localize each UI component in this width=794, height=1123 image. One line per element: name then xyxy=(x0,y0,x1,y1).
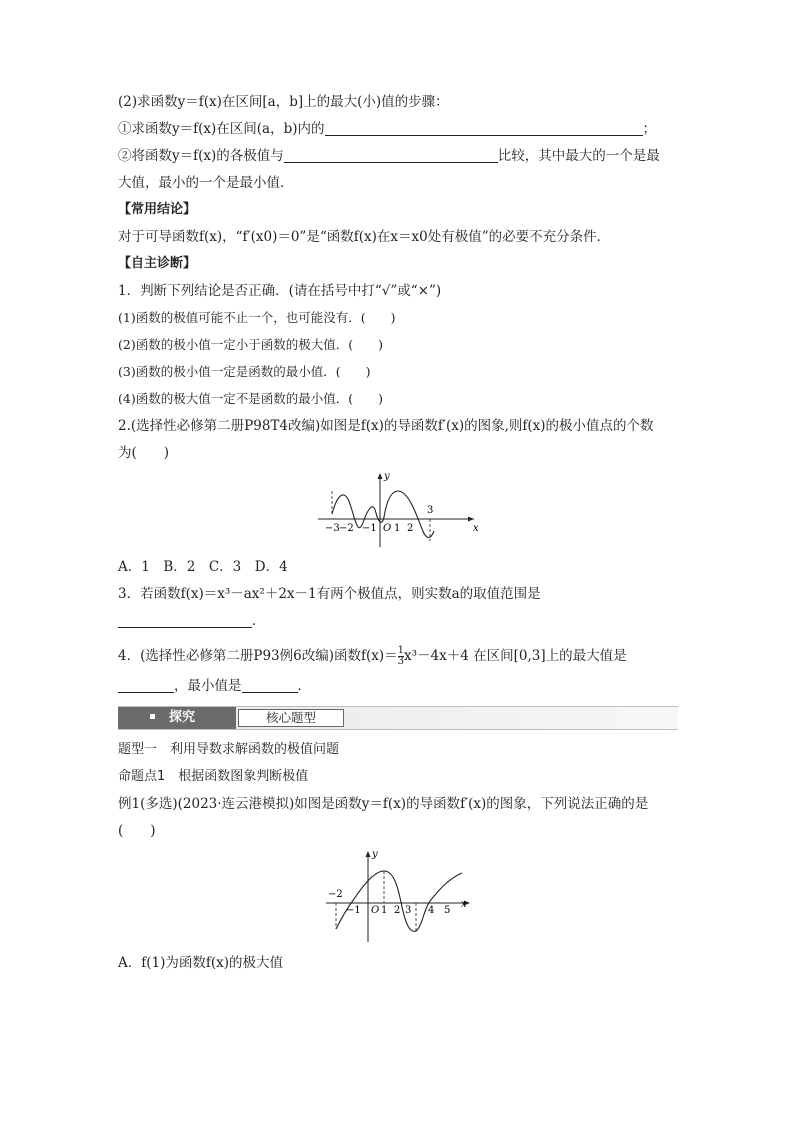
topic-point: 命题点1 根据函数图象判断极值 xyxy=(118,769,309,784)
x-axis-arrow xyxy=(468,517,474,522)
section-banner xyxy=(118,706,678,730)
derivative-graph-2 xyxy=(118,847,678,947)
derivative-curve xyxy=(336,871,462,931)
tick-label: −1 xyxy=(346,905,361,916)
common-conclusion-text: 对于可导函数f(x)，“f′(x0)＝0”是“函数f(x)在x＝x0处有极值”的必要不充分条件． xyxy=(118,229,611,245)
answer-blank[interactable] xyxy=(325,120,643,136)
step-2-continued: 大值，最小的一个是最小值． xyxy=(118,175,294,191)
max-min-steps-intro: (2)求函数y＝f(x)在区间[a，b]上的最大(小)值的步骤： xyxy=(118,94,449,110)
self-diagnosis-heading: 【自主诊断】 xyxy=(118,256,197,271)
tick-label: 3 xyxy=(427,505,434,516)
document-page xyxy=(118,92,678,973)
tick-label: −2 xyxy=(328,889,343,900)
question-1: 1．判断下列结论是否正确．(请在括号中打“√”或“×”) xyxy=(118,283,442,299)
x-axis-label: x xyxy=(473,523,479,534)
answer-blank[interactable] xyxy=(284,147,498,163)
banner-dark-label: 探究 xyxy=(118,707,236,729)
tick-label: 5 xyxy=(444,905,451,916)
tick-label: 1 xyxy=(394,523,401,534)
question-4-answers: ，最小值是 ． xyxy=(118,676,678,696)
tick-label: 3 xyxy=(405,905,412,916)
y-axis-arrow xyxy=(366,851,371,857)
tick-label: 2 xyxy=(407,523,414,534)
q1-item-3: (3)函数的极小值一定是函数的最小值．( ) xyxy=(118,364,371,379)
question-3-answer-line: ． xyxy=(118,611,678,631)
tick-label: 1 xyxy=(381,905,388,916)
derivative-graph-2-svg xyxy=(118,847,678,947)
example-1-cont: ( ) xyxy=(118,823,156,839)
banner-tag: 核心题型 xyxy=(238,709,344,727)
step-1: ①求函数y＝f(x)在区间(a，b)内的 ； xyxy=(118,121,656,137)
q1-item-2: (2)函数的极小值一定小于函数的极大值．( ) xyxy=(118,337,383,352)
answer-blank[interactable] xyxy=(118,677,174,693)
tick-label: −1 xyxy=(362,523,377,534)
topic-title: 题型一 利用导数求解函数的极值问题 xyxy=(118,742,340,757)
answer-blank[interactable] xyxy=(242,677,298,693)
y-axis-label: y xyxy=(372,849,378,860)
bullet-square-icon xyxy=(150,714,155,719)
fraction-one-third: $\frac{1}{3}$ xyxy=(397,645,404,667)
example-1: 例1(多选)(2023·连云港模拟)如图是函数y＝f(x)的导函数f′(x)的图象，下列说法正确的是 xyxy=(118,796,649,812)
answer-blank[interactable] xyxy=(118,612,252,628)
q1-item-1: (1)函数的极值可能不止一个，也可能没有．( ) xyxy=(118,310,396,325)
step-2: ②将函数y＝f(x)的各极值与 比较，其中最大的一个是最 xyxy=(118,148,660,164)
question-4: 4．(选择性必修第二册P93例6改编)函数f(x)＝ $\frac{1}{3}$ x³－4x＋4 在区间[0,3]上的最大值是 xyxy=(118,645,627,667)
question-2: 2.(选择性必修第二册P98T4改编)如图是f(x)的导函数f′(x)的图象,则f(x)的极小值点的个数 xyxy=(118,418,654,434)
tick-label: −2 xyxy=(339,523,354,534)
y-axis-arrow xyxy=(378,473,383,479)
question-3: 3．若函数f(x)＝x³－ax²＋2x－1有两个极值点，则实数a的取值范围是 xyxy=(118,586,541,602)
derivative-graph-1 xyxy=(118,469,678,551)
derivative-graph-1-svg xyxy=(118,469,678,551)
question-2-options: A．1 B．2 C．3 D．4 xyxy=(118,559,288,575)
question-2-cont: 为( ) xyxy=(118,445,170,461)
origin-label: O xyxy=(383,523,392,534)
y-axis-label: y xyxy=(384,471,390,482)
common-conclusion-heading: 【常用结论】 xyxy=(118,202,197,217)
q1-item-4: (4)函数的极大值一定不是函数的最小值．( ) xyxy=(118,391,383,406)
origin-label: O xyxy=(371,905,380,916)
tick-label: 4 xyxy=(428,905,435,916)
example-option-a: A．f(1)为函数f(x)的极大值 xyxy=(118,955,284,971)
tick-label: −3 xyxy=(325,523,340,534)
x-axis-label: x xyxy=(461,899,467,910)
tick-label: 2 xyxy=(394,905,401,916)
